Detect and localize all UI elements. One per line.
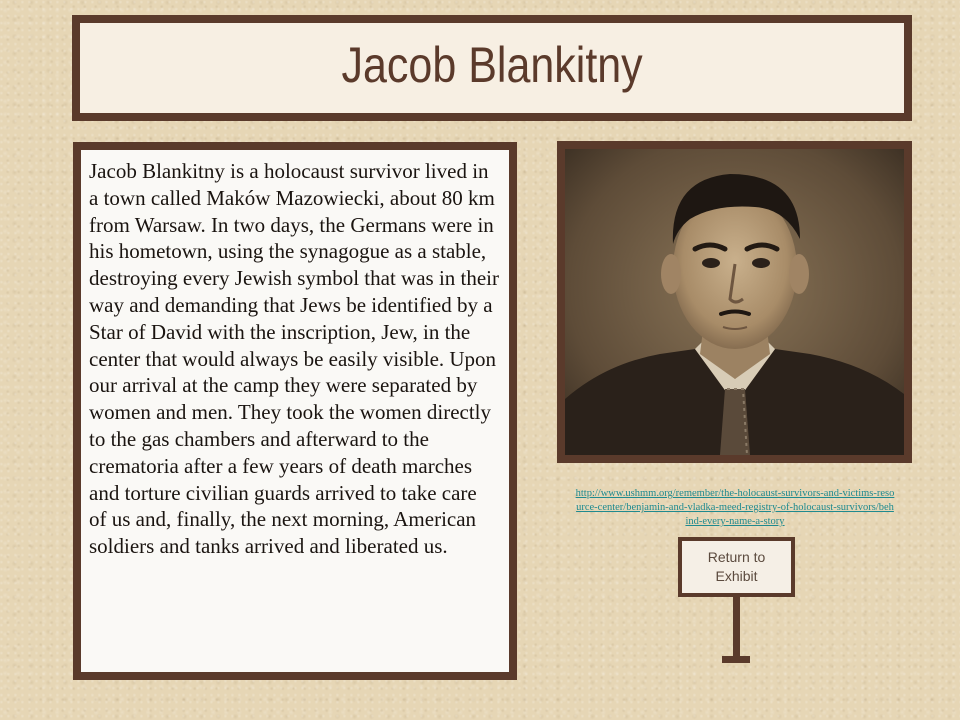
story-text: Jacob Blankitny is a holocaust survivor lived in a town called Maków Mazowiecki, about 80 km from Warsaw. In two days, the Germans were in his hometown, using the synagogue as a stable, destroying every Jewish symbol that was in their way and demanding that Jews be identified by a Star of David with the inscription, Jew, in the center that would always be easily visible. Upon our arrival at the camp they were separated by women and men. They took the women directly to the gas chambers and afterward to the crematoria after a few years of death marches and torture civilian guards arrived to take care of us and, finally, the next morning, American soldiers and tanks arrived and liberated us. (89, 159, 500, 559)
sign-post (733, 597, 740, 659)
return-button-label: Return to Exhibit (707, 549, 766, 584)
story-panel (73, 142, 517, 680)
sign-base (722, 656, 750, 663)
source-link[interactable]: http://www.ushmm.org/remember/the-holocaust-survivors-and-victims-resource-center/benjamin-and-vladka-meed-registry-of-holocaust-survivors/behind-every-name-a-story (575, 488, 895, 527)
return-to-exhibit-button[interactable] (678, 537, 795, 597)
title-banner (72, 15, 912, 121)
portrait-image (565, 149, 904, 455)
portrait-photo (557, 141, 912, 463)
page-title: Jacob Blankitny (341, 37, 643, 93)
